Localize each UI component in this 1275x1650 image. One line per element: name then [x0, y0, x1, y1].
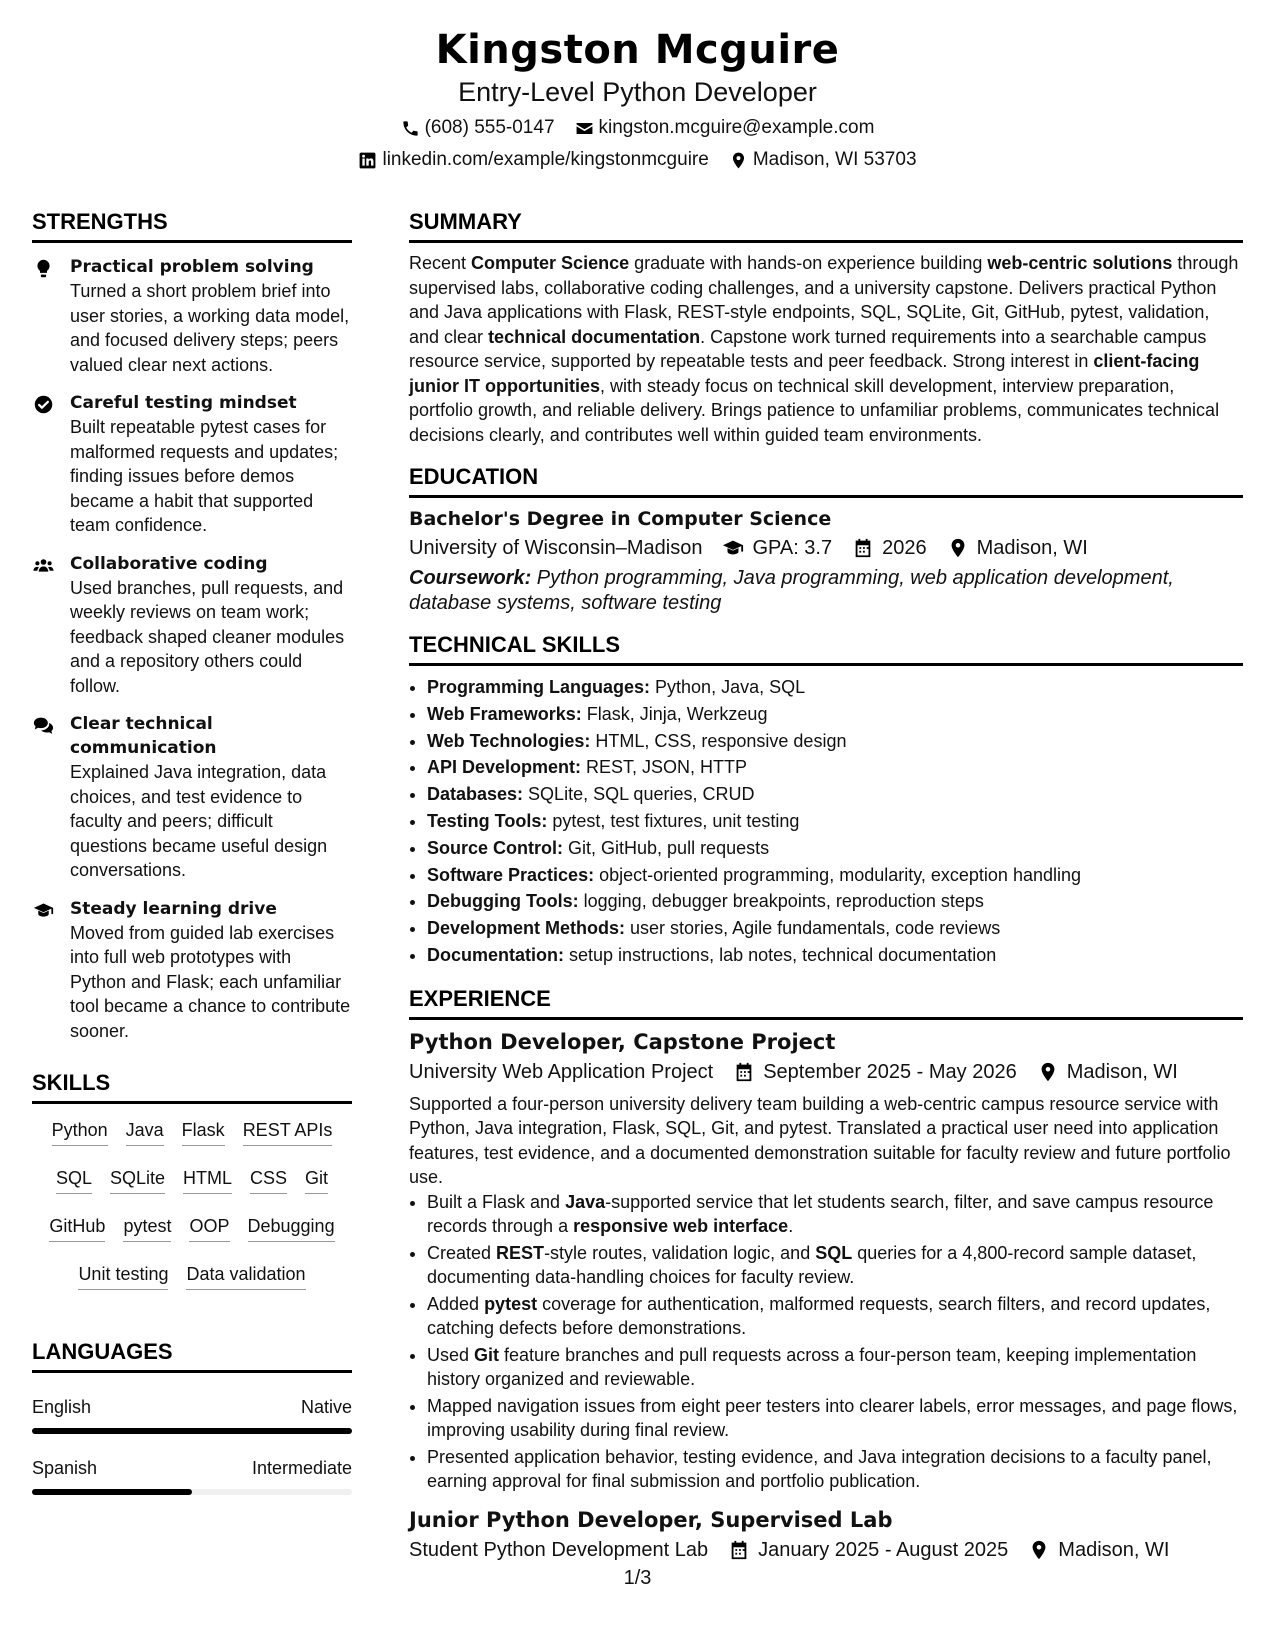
phone-icon	[401, 119, 420, 138]
comments-icon	[32, 712, 70, 883]
job-dates: January 2025 - August 2025	[758, 1538, 1009, 1561]
languages-section	[32, 1338, 352, 1495]
skill-tag: GitHub	[49, 1214, 105, 1242]
strength-title: Careful testing mindset	[70, 393, 297, 413]
left-column	[32, 208, 352, 1495]
job-location: Madison, WI	[1058, 1538, 1170, 1561]
job-bullet	[427, 1343, 1243, 1392]
summary-segment: , with steady focus on technical skill development, interview preparation, portfolio growth, and reliable delivery. Brings patience to unfamiliar problems, communicates technical decisions clearly, and contributes well within guided team environments.	[409, 375, 1220, 445]
skill-tag: Flask	[182, 1118, 225, 1146]
job-title: Junior Python Developer, Supervised Lab	[409, 1507, 893, 1532]
technical-skill-label: API Development:	[427, 757, 582, 778]
coursework	[409, 566, 1243, 615]
strength-title: Clear technical communication	[70, 714, 217, 758]
skill-tag-row	[32, 1166, 352, 1194]
skill-tag-row	[32, 1214, 352, 1242]
job-bullet-segment: feature branches and pull requests across a four-person team, keeping implementation history organized and reviewable.	[427, 1344, 1197, 1390]
lightbulb-icon	[32, 255, 70, 377]
coursework-label: Coursework:	[409, 567, 532, 589]
strength-text	[70, 712, 352, 883]
summary-segment: through supervised labs, collaborative coding challenges, and a university capstone. Delivers practical Python and Java applications with Flask, REST-style endpoints, SQL, SQLite, Git, GitHub, pytest, validation, and clear	[409, 253, 1239, 347]
technical-skill-value: SQLite, SQL queries, CRUD	[523, 784, 755, 805]
strength-description: Moved from guided lab exercises into full web prototypes with Python and Flask; each unfamiliar tool became a chance to contribute sooner.	[70, 922, 351, 1041]
strength-description: Turned a short problem brief into user stories, a working data model, and focused delivery steps; peers valued clear next actions.	[70, 281, 350, 375]
technical-skill-value: user stories, Agile fundamentals, code reviews	[625, 918, 1001, 939]
education-meta	[409, 534, 1243, 562]
technical-skill-value: Flask, Jinja, Werkzeug	[581, 703, 768, 724]
languages-heading: LANGUAGES	[32, 1338, 352, 1373]
map-pin-icon	[729, 151, 748, 170]
technical-skill-value: pytest, test fixtures, unit testing	[547, 810, 800, 831]
technical-skill-item	[427, 942, 1243, 969]
job-bullet-segment: -supported service that let students search, filter, and save campus resource records through a	[427, 1191, 1214, 1237]
linkedin-icon	[358, 151, 377, 170]
experience-heading: EXPERIENCE	[409, 985, 1243, 1020]
strength-item	[32, 255, 352, 377]
job-bullet-segment: Presented application behavior, testing evidence, and Java integration decisions to a faculty panel, earning approval for final submission and portfolio publication.	[427, 1446, 1212, 1492]
job-bullet-segment: responsive web interface	[573, 1216, 789, 1237]
jobs-list	[409, 1028, 1243, 1564]
strength-item	[32, 897, 352, 1044]
technical-skill-item	[427, 674, 1243, 701]
skill-tag: HTML	[183, 1166, 232, 1194]
page-number: 1/3	[623, 1567, 652, 1589]
technical-skill-value: Python, Java, SQL	[650, 677, 806, 697]
skill-tag: CSS	[250, 1166, 287, 1194]
candidate-name: Kingston Mcguire	[435, 27, 840, 73]
summary-section	[409, 208, 1243, 447]
technical-skill-value: setup instructions, lab notes, technical documentation	[564, 944, 997, 965]
candidate-title: Entry-Level Python Developer	[458, 77, 817, 107]
summary-segment: Recent	[409, 253, 472, 273]
users-icon	[32, 552, 70, 699]
job-entry	[409, 1028, 1243, 1494]
skill-tag: pytest	[123, 1214, 171, 1242]
technical-skills-list	[409, 674, 1243, 969]
job-bullet	[427, 1445, 1243, 1494]
languages-list	[32, 1395, 352, 1495]
contact-phone	[401, 116, 555, 140]
phone-number[interactable]: (608) 555-0147	[424, 117, 555, 138]
check-circle-icon	[32, 391, 70, 538]
job-organization: University Web Application Project	[409, 1060, 714, 1083]
job-bullet-segment: SQL	[815, 1242, 853, 1263]
graduation-year: 2026	[882, 537, 927, 559]
technical-skill-item	[427, 915, 1243, 942]
language-proficiency-fill	[32, 1428, 352, 1434]
job-bullet	[427, 1394, 1243, 1443]
job-bullet-segment: queries for a 4,800-record sample dataset, documenting data-handling choices for faculty review.	[427, 1242, 1197, 1288]
language-proficiency-bar	[32, 1428, 352, 1434]
skill-tag: OOP	[189, 1214, 229, 1242]
contact-line-1	[0, 116, 1275, 140]
strength-item	[32, 712, 352, 883]
calendar-icon	[733, 1061, 755, 1083]
technical-skill-label: Databases:	[427, 784, 524, 805]
summary-segment: graduate with hands-on experience building	[629, 253, 988, 273]
education-heading: EDUCATION	[409, 463, 1243, 498]
job-bullet-segment: Git	[474, 1344, 500, 1365]
job-description: Supported a four-person university delivery team building a web-centric campus resource service with Python, Java integration, Flask, SQL, Git, and pytest. Translated a practical user need into application features, test evidence, and a documented demonstration suitable for faculty review and future portfolio use.	[409, 1093, 1231, 1188]
strength-text	[70, 255, 352, 377]
technical-skill-value: object-oriented programming, modularity, exception handling	[594, 864, 1082, 885]
strength-description: Explained Java integration, data choices, and test evidence to faculty and peers; difficult questions became useful design conversations.	[70, 762, 328, 880]
strengths-heading: STRENGTHS	[32, 208, 352, 243]
skill-tag: Python	[52, 1118, 108, 1146]
summary-segment: technical documentation	[488, 326, 701, 347]
map-pin-icon	[1037, 1061, 1059, 1083]
technical-skill-label: Web Frameworks:	[427, 703, 582, 724]
technical-skill-item	[427, 888, 1243, 915]
strength-item	[32, 552, 352, 699]
calendar-icon	[728, 1539, 750, 1561]
job-bullet-segment: Added	[427, 1293, 485, 1314]
skill-tag: REST APIs	[243, 1118, 333, 1146]
language-proficiency-bar	[32, 1489, 352, 1495]
technical-skill-item	[427, 701, 1243, 728]
education-location: Madison, WI	[976, 537, 1088, 559]
job-bullet-segment: .	[788, 1216, 794, 1237]
summary-heading: SUMMARY	[409, 208, 1243, 243]
skills-heading: SKILLS	[32, 1069, 352, 1104]
job-meta	[409, 1058, 1243, 1086]
job-bullet-segment: REST	[496, 1242, 545, 1263]
summary-segment: client-facing junior IT opportunities	[409, 351, 1200, 396]
technical-skill-label: Web Technologies:	[427, 730, 591, 751]
job-title: Python Developer, Capstone Project	[409, 1029, 836, 1054]
strength-text	[70, 897, 352, 1044]
contact-linkedin	[358, 148, 708, 172]
skill-tag: SQL	[56, 1166, 92, 1194]
job-bullet	[427, 1241, 1243, 1290]
map-pin-icon	[1028, 1539, 1050, 1561]
language-row	[32, 1395, 352, 1419]
job-bullet	[427, 1190, 1243, 1239]
technical-skills-heading: TECHNICAL SKILLS	[409, 631, 1243, 666]
job-bullet-segment: Built a Flask and	[427, 1191, 566, 1212]
technical-skill-value: Git, GitHub, pull requests	[563, 837, 770, 858]
strength-description: Built repeatable pytest cases for malformed requests and updates; finding issues before demos became a habit that supported team confidence.	[70, 417, 339, 535]
language-level: Intermediate	[251, 1458, 352, 1478]
technical-skill-item	[427, 835, 1243, 862]
map-pin-icon	[947, 537, 969, 559]
summary-text	[409, 251, 1243, 447]
skill-tag-row	[32, 1118, 352, 1146]
technical-skill-label: Software Practices:	[427, 864, 595, 885]
technical-skill-item	[427, 781, 1243, 808]
language-row	[32, 1456, 352, 1480]
email-address[interactable]: kingston.mcguire@example.com	[598, 117, 875, 138]
language-item	[32, 1395, 352, 1434]
technical-skill-value: REST, JSON, HTTP	[581, 757, 748, 778]
strength-description: Used branches, pull requests, and weekly reviews on team work; feedback shaped cleaner modules and a repository others could follow.	[70, 577, 345, 696]
right-column	[409, 208, 1243, 1564]
strength-title: Practical problem solving	[70, 257, 314, 277]
summary-segment: . Capstone work turned requirements into a searchable campus resource service, supported by repeatable tests and peer feedback. Strong interest in	[409, 326, 1207, 371]
job-bullet-segment: pytest	[484, 1293, 538, 1314]
graduation-cap-icon	[32, 897, 70, 1044]
skill-tag: Java	[126, 1118, 164, 1146]
technical-skill-item	[427, 808, 1243, 835]
school-name: University of Wisconsin–Madison	[409, 537, 703, 559]
contact-location	[729, 148, 917, 172]
skill-tags	[32, 1118, 352, 1290]
contact-line-2	[0, 148, 1275, 172]
skill-tag: Data validation	[186, 1262, 305, 1290]
skills-section	[32, 1069, 352, 1290]
skill-tag: Unit testing	[78, 1262, 168, 1290]
coursework-list: Python programming, Java programming, web application development, database systems, software testing	[409, 567, 1174, 614]
language-proficiency-fill	[32, 1489, 192, 1495]
technical-skill-item	[427, 728, 1243, 755]
strength-text	[70, 391, 352, 538]
skill-tag: Git	[305, 1166, 328, 1194]
job-meta	[409, 1536, 1243, 1564]
skill-tag-row	[32, 1262, 352, 1290]
language-name: English	[32, 1397, 92, 1417]
technical-skill-value: logging, debugger breakpoints, reproduction steps	[578, 891, 984, 912]
technical-skill-value: HTML, CSS, responsive design	[590, 730, 847, 751]
summary-segment: Computer Science	[471, 253, 630, 273]
linkedin-url[interactable]: linkedin.com/example/kingstonmcguire	[382, 149, 709, 170]
job-dates: September 2025 - May 2026	[763, 1060, 1017, 1083]
gpa: GPA: 3.7	[752, 537, 833, 559]
envelope-icon	[575, 119, 594, 138]
job-bullet	[427, 1292, 1243, 1341]
skill-tag: Debugging	[248, 1214, 335, 1242]
technical-skill-label: Programming Languages:	[427, 677, 651, 697]
summary-segment: web-centric solutions	[987, 253, 1173, 273]
location-text: Madison, WI 53703	[752, 149, 917, 170]
job-bullet-segment: coverage for authentication, malformed requests, search filters, and record updates, catching defects before demonstrations.	[427, 1293, 1211, 1339]
technical-skill-label: Testing Tools:	[427, 810, 548, 831]
calendar-icon	[852, 537, 874, 559]
job-bullet-segment: -style routes, validation logic, and	[544, 1242, 816, 1263]
strength-title: Collaborative coding	[70, 553, 268, 574]
job-bullet-segment: Java	[565, 1191, 606, 1212]
language-name: Spanish	[32, 1458, 98, 1478]
technical-skill-label: Documentation:	[427, 944, 564, 965]
education-section	[409, 463, 1243, 615]
job-entry	[409, 1506, 1243, 1564]
experience-section	[409, 985, 1243, 1564]
technical-skill-label: Source Control:	[427, 837, 564, 858]
job-bullet-segment: Mapped navigation issues from eight peer testers into clearer labels, error messages, and page flows, improving usability during final review.	[427, 1395, 1238, 1441]
strength-item	[32, 391, 352, 538]
graduation-cap-icon	[722, 537, 744, 559]
job-organization: Student Python Development Lab	[409, 1538, 709, 1561]
job-bullet-segment: Created	[427, 1242, 497, 1263]
job-bullet-segment: Used	[427, 1344, 475, 1365]
language-level: Native	[300, 1397, 352, 1417]
job-bullets	[409, 1190, 1243, 1494]
contact-email	[575, 116, 875, 140]
strength-title: Steady learning drive	[70, 898, 277, 919]
strength-text	[70, 552, 352, 699]
technical-skills-section	[409, 631, 1243, 969]
technical-skill-item	[427, 862, 1243, 889]
degree-name: Bachelor's Degree in Computer Science	[409, 508, 832, 530]
technical-skill-label: Development Methods:	[427, 918, 626, 939]
technical-skill-item	[427, 754, 1243, 781]
strengths-section	[32, 208, 352, 1043]
technical-skill-label: Debugging Tools:	[427, 891, 579, 912]
skill-tag: SQLite	[110, 1166, 165, 1194]
resume-header	[0, 24, 1275, 172]
job-location: Madison, WI	[1066, 1060, 1178, 1083]
strengths-list	[32, 255, 352, 1043]
language-item	[32, 1456, 352, 1495]
